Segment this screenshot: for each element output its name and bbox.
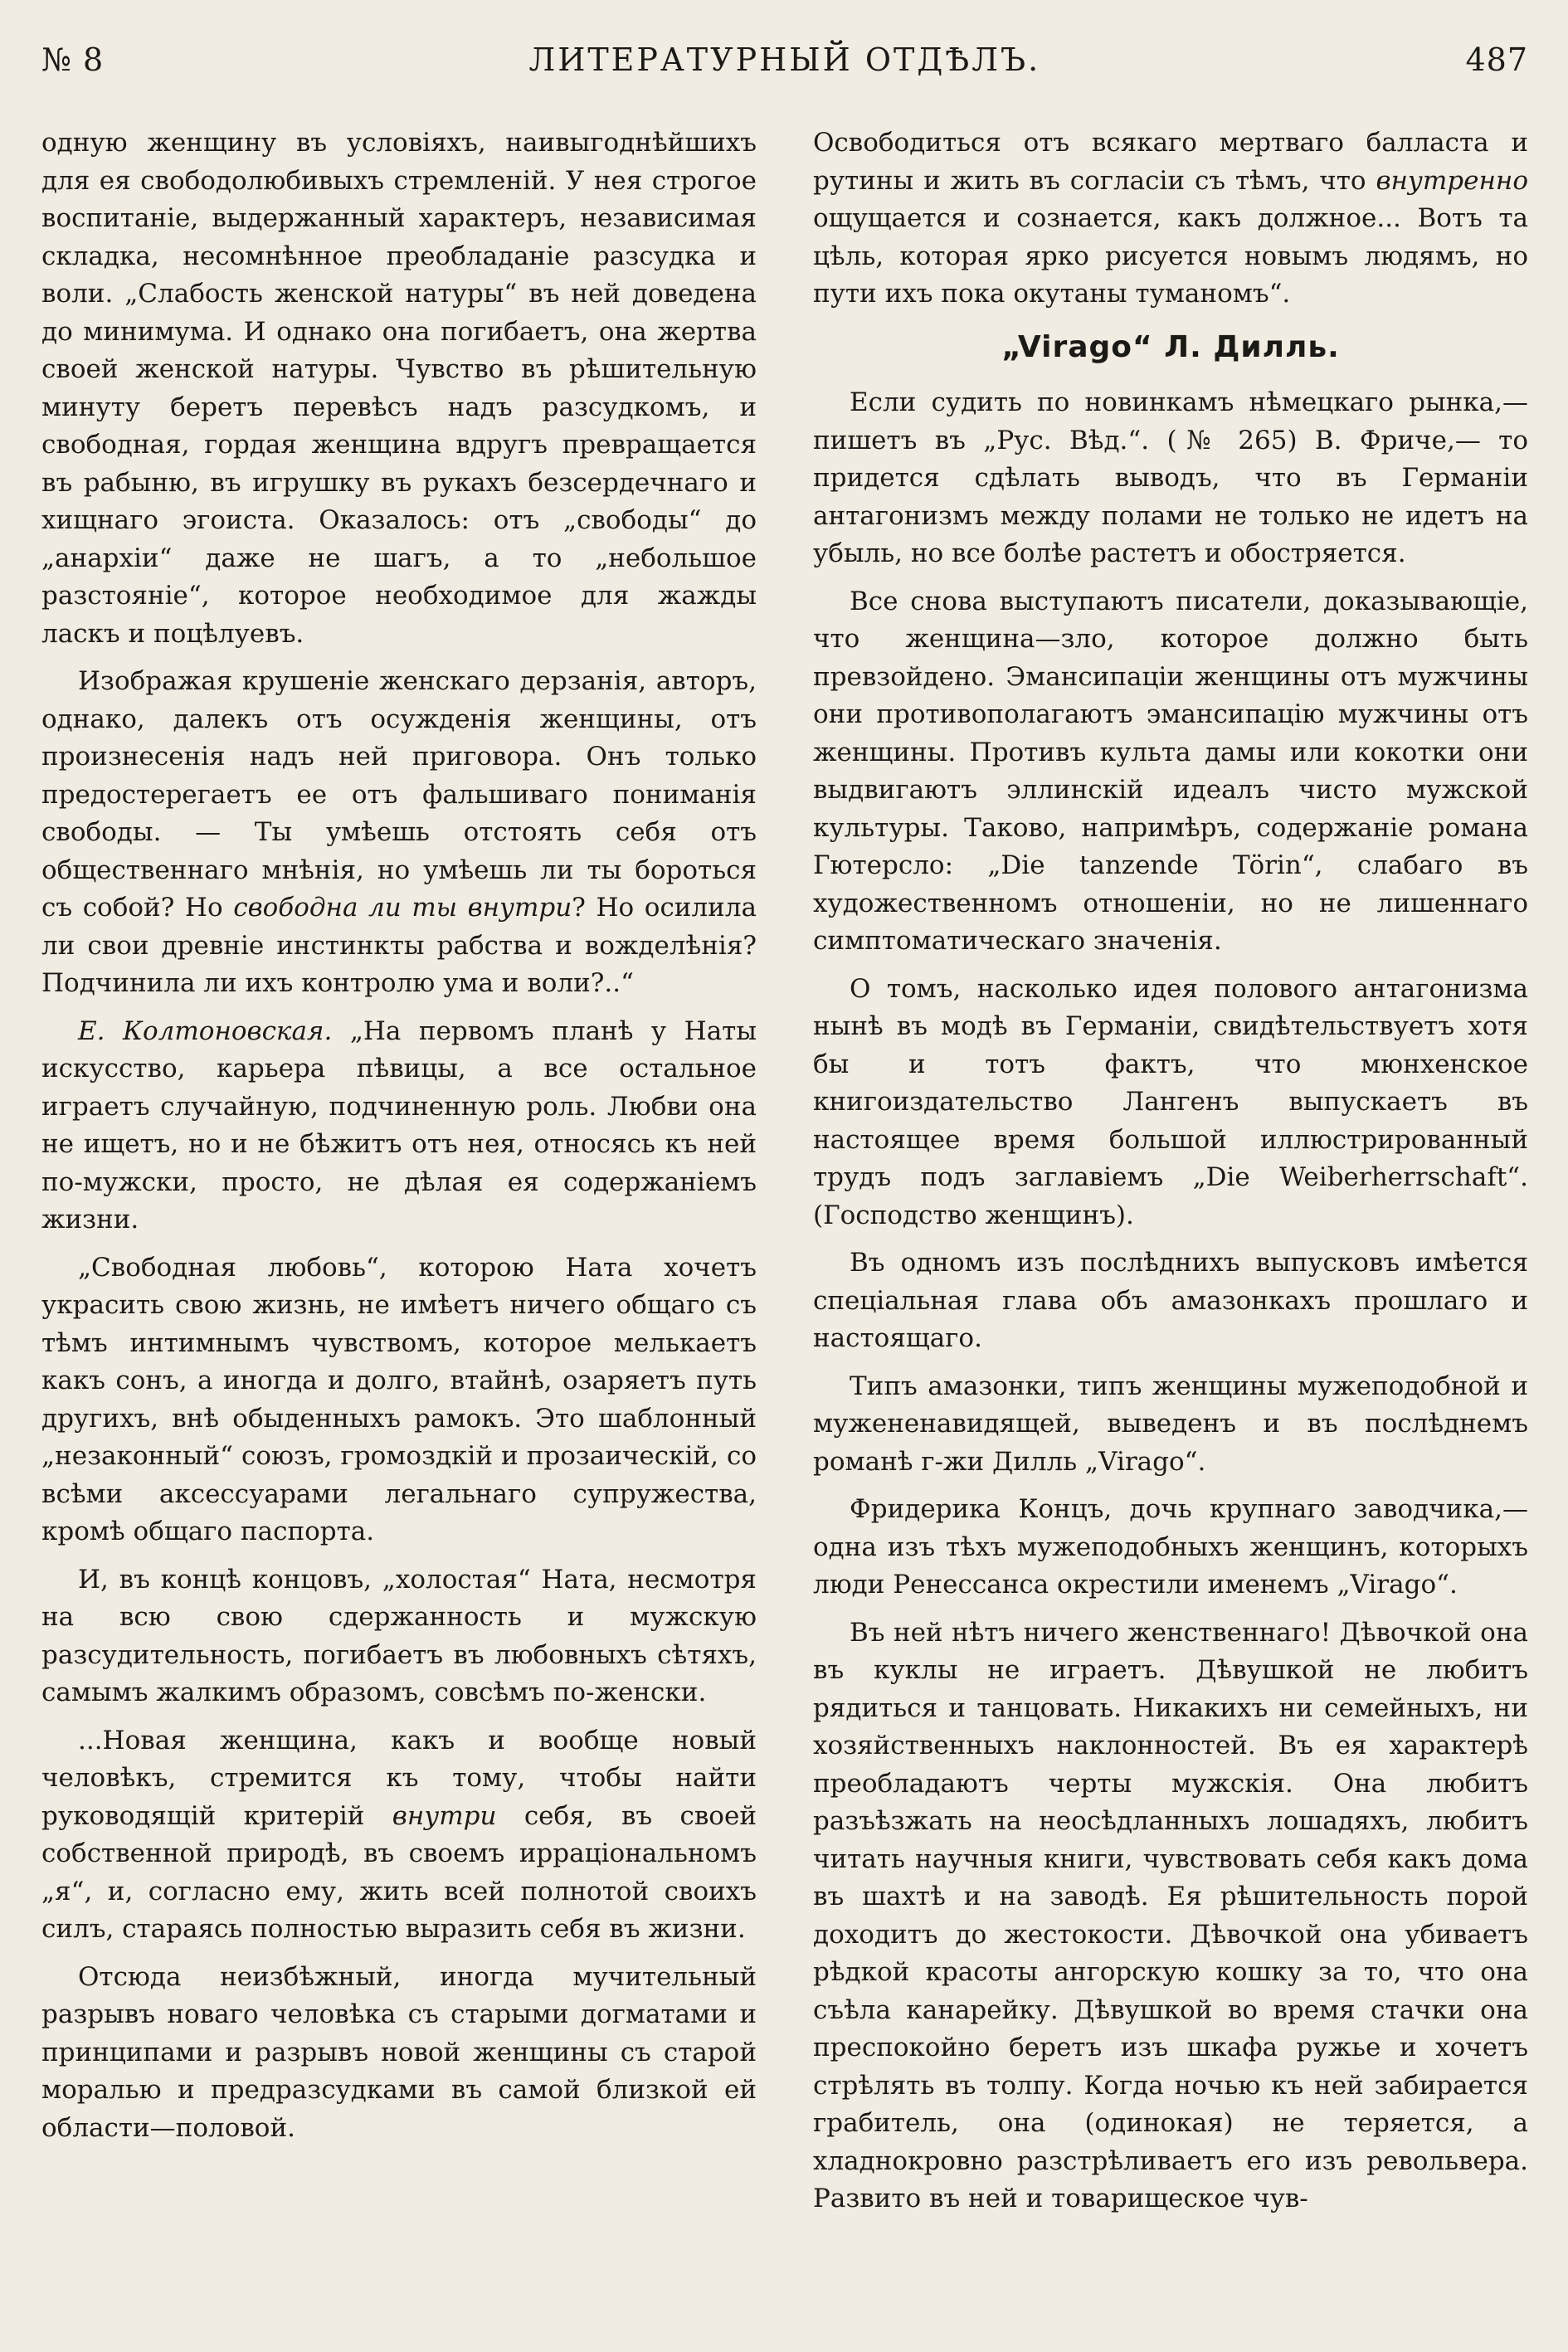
paragraph-text: ...Новая женщина, какъ и вообще новый человѣкъ, стремится къ тому, чтобы найти руководящій критерій bbox=[41, 1725, 757, 1831]
paragraph: И, въ концѣ концовъ, „холостая“ Ната, несмотря на всю свою сдержанность и мужскую разсудительность, погибаетъ въ любовныхъ сѣтяхъ, самымъ жалкимъ образомъ, совсѣмъ по-женски. bbox=[41, 1564, 757, 1707]
emphasis-text: внутри bbox=[392, 1800, 497, 1831]
paragraph-text: Изображая крушеніе женскаго дерзанія, авторъ, однако, далекъ отъ осужденія женщины, отъ произнесенія надъ ней приговора. Онъ только предостерегаетъ ее отъ фальшиваго пониманія свободы. — Ты умѣешь отстоять себя отъ общественнаго мнѣнія, но умѣешь ли ты бороться съ собой? Но bbox=[41, 666, 757, 923]
text-columns bbox=[41, 124, 1528, 2228]
paragraph-text: себя, въ своей собственной природѣ, въ своемъ ирраціональномъ „я“, и, согласно ему, жить всей полнотой своихъ силъ, стараясь полностью выразить себя въ жизни. bbox=[41, 1800, 757, 1944]
article-heading: „Virago“ Л. Дилль. bbox=[1001, 329, 1340, 364]
paragraph: одную женщину въ условіяхъ, наивыгоднѣйшихъ для ея свободолюбивыхъ стремленій. У нея строгое воспитаніе, выдержанный характеръ, независимая складка, несомнѣнное преобладаніе разсудка и воли. „Слабость женской натуры“ въ ней доведена до минимума. И однако она погибаетъ, она жертва своей женской натуры. Чувство въ рѣшительную минуту беретъ перевѣсъ надъ разсудкомъ, и свободная, гордая женщина вдругъ превращается въ рабыню, въ игрушку въ рукахъ безсердечнаго и хищнаго эгоиста. Оказалось: отъ „свободы“ до „анархіи“ даже не шагъ, а то „небольшое разстояніе“, которое необходимое для жажды ласкъ и поцѣлуевъ. bbox=[41, 128, 757, 649]
paragraph-text: „На первомъ планѣ у Наты искусство, карьера пѣвицы, а все остальное играетъ случайную, подчиненную роль. Любви она не ищетъ, но и не бѣжитъ отъ нея, относясь къ ней по-мужски, просто, не дѣлая ея содержаніемъ жизни. bbox=[41, 1015, 757, 1234]
paragraph bbox=[41, 663, 757, 1003]
issue-number: № 8 bbox=[41, 41, 105, 78]
page-number: 487 bbox=[1465, 41, 1528, 78]
section-title: ЛИТЕРАТУРНЫЙ ОТДѢЛЪ. bbox=[528, 41, 1041, 78]
paragraph: „Свободная любовь“, которою Ната хочетъ украсить свою жизнь, не имѣетъ ничего общаго съ тѣмъ интимнымъ чувствомъ, которое мелькаетъ какъ сонъ, а иногда и долго, втайнѣ, озаряетъ путь другихъ, внѣ обыденныхъ рамокъ. Это шаблонный „незаконный“ союзъ, громоздкій и прозаическій, со всѣми аксессуарами легальнаго супружества, кромѣ общаго паспорта. bbox=[41, 1252, 757, 1546]
paragraph: Въ одномъ изъ послѣднихъ выпусковъ имѣется спеціальная глава объ амазонкахъ прошлаго и настоящаго. bbox=[813, 1248, 1528, 1353]
paragraph bbox=[813, 124, 1528, 314]
running-header bbox=[41, 41, 1528, 100]
paragraph: О томъ, насколько идея полового антагонизма нынѣ въ модѣ въ Германіи, свидѣтельствуетъ хотя бы и тотъ фактъ, что мюнхенское книгоиздательство Лангенъ выпускаетъ въ настоящее время большой иллюстрированный трудъ подъ заглавіемъ „Die Weiberherrschaft“. (Господство женщинъ). bbox=[813, 973, 1528, 1230]
paragraph-text: ощущается и сознается, какъ должное... Вотъ та цѣль, которая ярко рисуется новымъ людямъ, но пути ихъ пока окутаны туманомъ“. bbox=[813, 203, 1528, 309]
paragraph-text: Освободиться отъ всякаго мертваго балласта и рутины и жить въ согласіи съ тѣмъ, что bbox=[813, 128, 1528, 196]
paragraph: Въ ней нѣтъ ничего женственнаго! Дѣвочкой она въ куклы не играетъ. Дѣвушкой не любитъ рядиться и танцовать. Никакихъ ни семейныхъ, ни хозяйственныхъ наклонностей. Въ ея характерѣ преобладаютъ черты мужскія. Она любитъ разъѣзжать на неосѣдланныхъ лошадяхъ, любитъ читать научныя книги, чувствовать себя какъ дома въ шахтѣ и на заводѣ. Ея рѣшительность порой доходитъ до жестокости. Дѣвочкой она убиваетъ рѣдкой красоты ангорскую кошку за то, что она съѣла канарейку. Дѣвушкой во время стачки она преспокойно беретъ изъ шкафа ружье и хочетъ стрѣлять въ толпу. Когда ночью къ ней забирается грабитель, она (одинокая) не теряется, а хладнокровно разстрѣливаетъ его изъ револьвера. Развито въ ней и товарищеское чув- bbox=[813, 1617, 1528, 2213]
emphasis-text: свободна ли ты внутри bbox=[233, 893, 572, 923]
right-column bbox=[813, 124, 1528, 2228]
left-column bbox=[41, 124, 757, 2228]
paragraph: Если судить по новинкамъ нѣмецкаго рынка,— пишетъ въ „Рус. Вѣд.“. (№ 265) В. Фриче,— то придется сдѣлать выводъ, что въ Германіи антагонизмъ между полами не только не идетъ на убыль, но все болѣе растетъ и обостряется. bbox=[813, 387, 1528, 568]
paragraph bbox=[41, 1013, 757, 1239]
paragraph: Фридерика Концъ, дочь крупнаго заводчика,— одна изъ тѣхъ мужеподобныхъ женщинъ, которыхъ люди Ренессанса окрестили именемъ „Virago“. bbox=[813, 1494, 1528, 1600]
paragraph: Типъ амазонки, типъ женщины мужеподобной и мужененавидящей, выведенъ и въ послѣднемъ романѣ г-жи Дилль „Virago“. bbox=[813, 1371, 1528, 1477]
paragraph bbox=[41, 1722, 757, 1949]
paragraph: Отсюда неизбѣжный, иногда мучительный разрывъ новаго человѣка съ старыми догматами и принципами и разрывъ новой женщины съ старой моралью и предразсудками въ самой близкой ей области—половой. bbox=[41, 1961, 757, 2143]
author-name: Е. Колтоновская. bbox=[78, 1015, 333, 1046]
paragraph: Все снова выступаютъ писатели, доказывающіе, что женщина—зло, которое должно быть превзойдено. Эмансипаціи женщины отъ мужчины они противополагаютъ эмансипацію мужчины отъ женщины. Противъ культа дамы или кокотки они выдвигаютъ эллинскій идеалъ чисто мужской культуры. Таково, напримѣръ, содержаніе романа Гютерсло: „Die tanzende Törin“, слабаго въ художественномъ отношеніи, но не лишеннаго симптоматическаго значенія. bbox=[813, 586, 1528, 956]
paragraph-text: ? Но осилила ли свои древніе инстинкты рабства и вожделѣнія? Подчинила ли ихъ контролю ума и воли?..“ bbox=[41, 893, 757, 998]
emphasis-text: внутренно bbox=[1376, 165, 1528, 196]
